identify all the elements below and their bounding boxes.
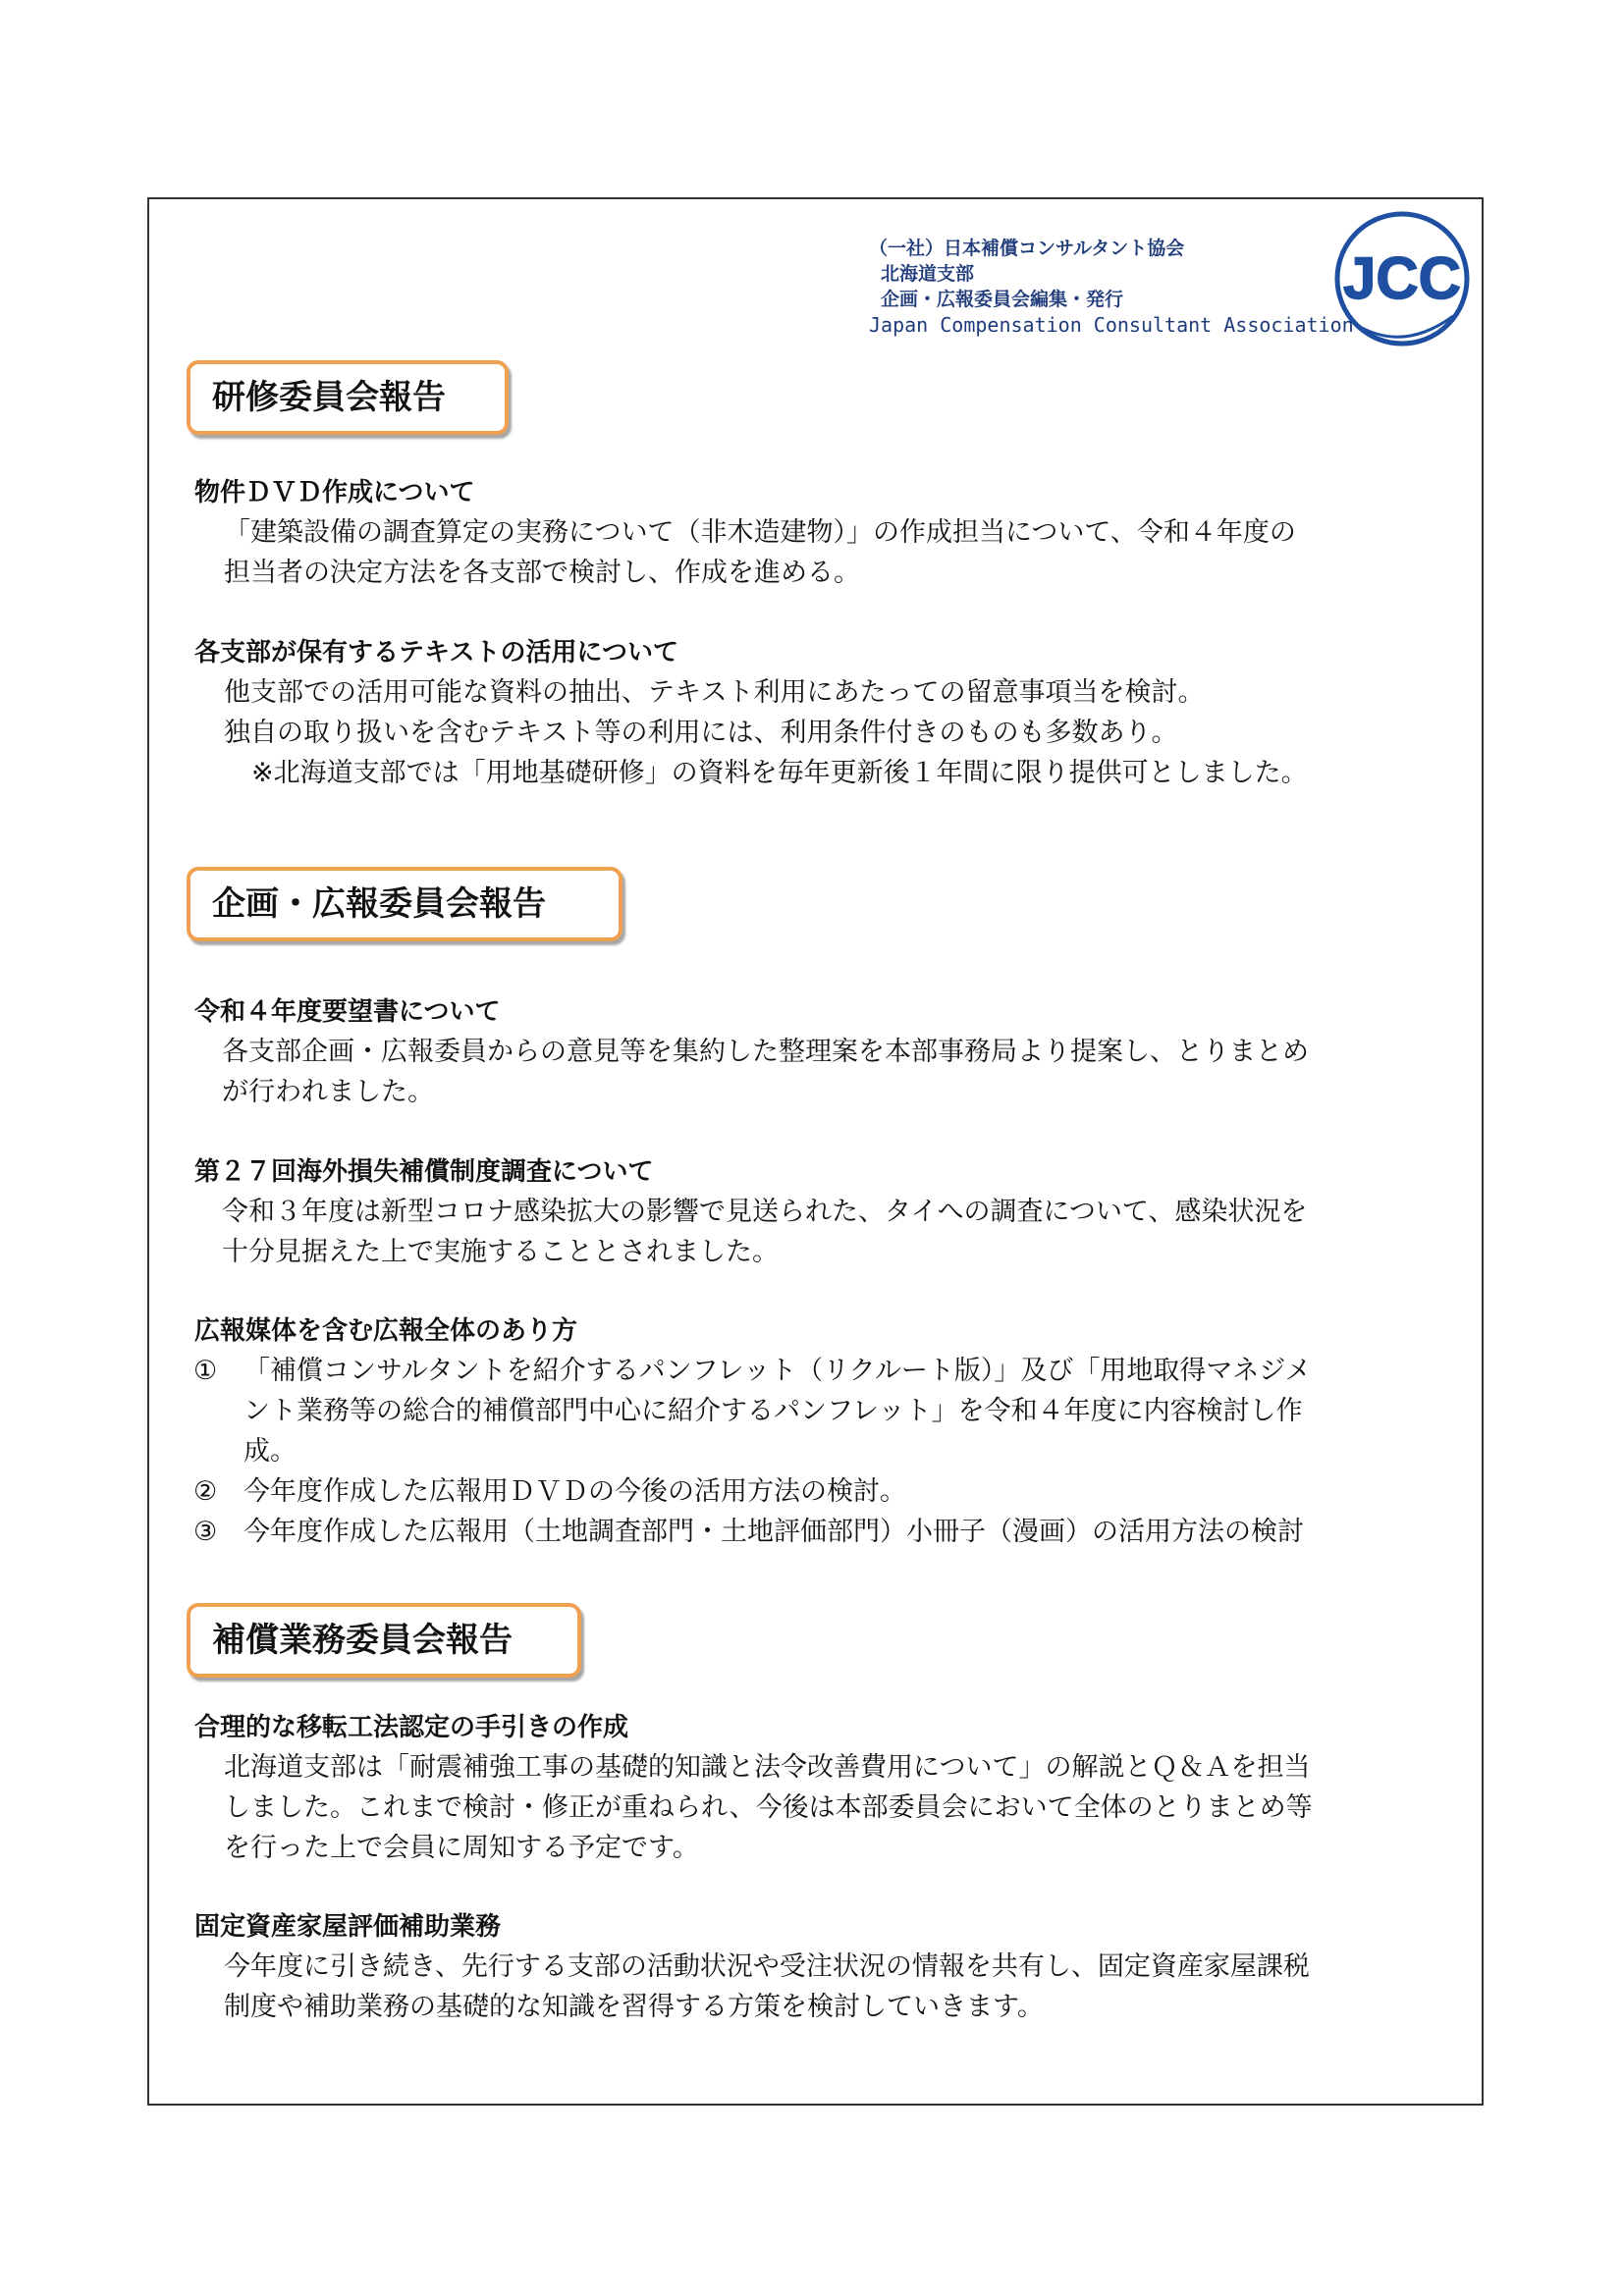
paragraph-line: 「建築設備の調査算定の実務について（非木造建物）」の作成担当について、令和４年度の — [224, 517, 1296, 548]
section-heading-training: 研修委員会報告 — [187, 360, 509, 435]
paragraph-line: しました。これまで検討・修正が重ねられ、今後は本部委員会において全体のとりまとめ等 — [224, 1792, 1313, 1823]
paragraph-note: ※北海道支部では「用地基礎研修」の資料を毎年更新後１年間に限り提供可としました。 — [251, 758, 1308, 788]
paragraph-line: 今年度に引き続き、先行する支部の活動状況や受注状況の情報を共有し、固定資産家屋課税 — [224, 1951, 1310, 1982]
list-item-line: 今年度作成した広報用ＤＶＤの今後の活用方法の検討。 — [243, 1476, 906, 1507]
list-marker: ② — [193, 1476, 218, 1507]
paragraph-line: 令和３年度は新型コロナ感染拡大の影響で見送られた、タイへの調査について、感染状況を — [222, 1197, 1308, 1227]
logo-text: JCC — [1342, 245, 1462, 311]
editor-line: 企画・広報委員会編集・発行 — [881, 289, 1124, 310]
subtitle-dvd: 物件ＤＶＤ作成について — [194, 478, 475, 507]
list-item-line: 「補償コンサルタントを紹介するパンフレット（リクルート版）」及び「用地取得マネジメ — [243, 1356, 1312, 1386]
paragraph-line: を行った上で会員に周知する予定です。 — [224, 1833, 699, 1863]
paragraph-line: 各支部企画・広報委員からの意見等を集約した整理案を本部事務局より提案し、とりまとめ — [222, 1037, 1309, 1067]
section-heading-compensation: 補償業務委員会報告 — [187, 1603, 581, 1678]
english-name: Japan Compensation Consultant Association — [869, 313, 1354, 337]
list-marker: ③ — [193, 1517, 218, 1547]
publisher-name: （一社）日本補償コンサルタント協会 — [869, 238, 1185, 259]
list-item-line: 成。 — [243, 1436, 297, 1467]
subtitle-relocation-guide: 合理的な移転工法認定の手引きの作成 — [194, 1713, 629, 1742]
subtitle-pr-overall: 広報媒体を含む広報全体のあり方 — [194, 1316, 578, 1346]
paragraph-line: 北海道支部は「耐震補強工事の基礎的知識と法令改善費用について」の解説とＱ＆Ａを担当 — [224, 1752, 1311, 1783]
list-marker: ① — [193, 1356, 218, 1386]
list-item-line: ント業務等の総合的補償部門中心に紹介するパンフレット」を令和４年度に内容検討し作 — [243, 1396, 1303, 1426]
section-heading-pr: 企画・広報委員会報告 — [187, 867, 622, 941]
subtitle-request: 令和４年度要望書について — [194, 997, 501, 1027]
subtitle-fixed-asset: 固定資産家屋評価補助業務 — [194, 1912, 502, 1942]
list-item-line: 今年度作成した広報用（土地調査部門・土地評価部門）小冊子（漫画）の活用方法の検討 — [243, 1517, 1304, 1547]
paragraph-line: が行われました。 — [222, 1077, 434, 1107]
branch-name: 北海道支部 — [881, 263, 975, 285]
subtitle-overseas-survey: 第２７回海外損失補償制度調査について — [194, 1157, 654, 1187]
publisher-block — [869, 236, 1354, 338]
jcc-logo — [1325, 206, 1479, 351]
paragraph-line: 他支部での活用可能な資料の抽出、テキスト利用にあたっての留意事項当を検討。 — [224, 677, 1205, 708]
paragraph-line: 十分見据えた上で実施することとされました。 — [222, 1237, 779, 1267]
subtitle-text-usage: 各支部が保有するテキストの活用について — [194, 638, 678, 667]
paragraph-line: 独自の取り扱いを含むテキスト等の利用には、利用条件付きのものも多数あり。 — [224, 718, 1178, 748]
paragraph-line: 制度や補助業務の基礎的な知識を習得する方策を検討していきます。 — [224, 1992, 1044, 2022]
paragraph-line: 担当者の決定方法を各支部で検討し、作成を進める。 — [224, 558, 860, 588]
